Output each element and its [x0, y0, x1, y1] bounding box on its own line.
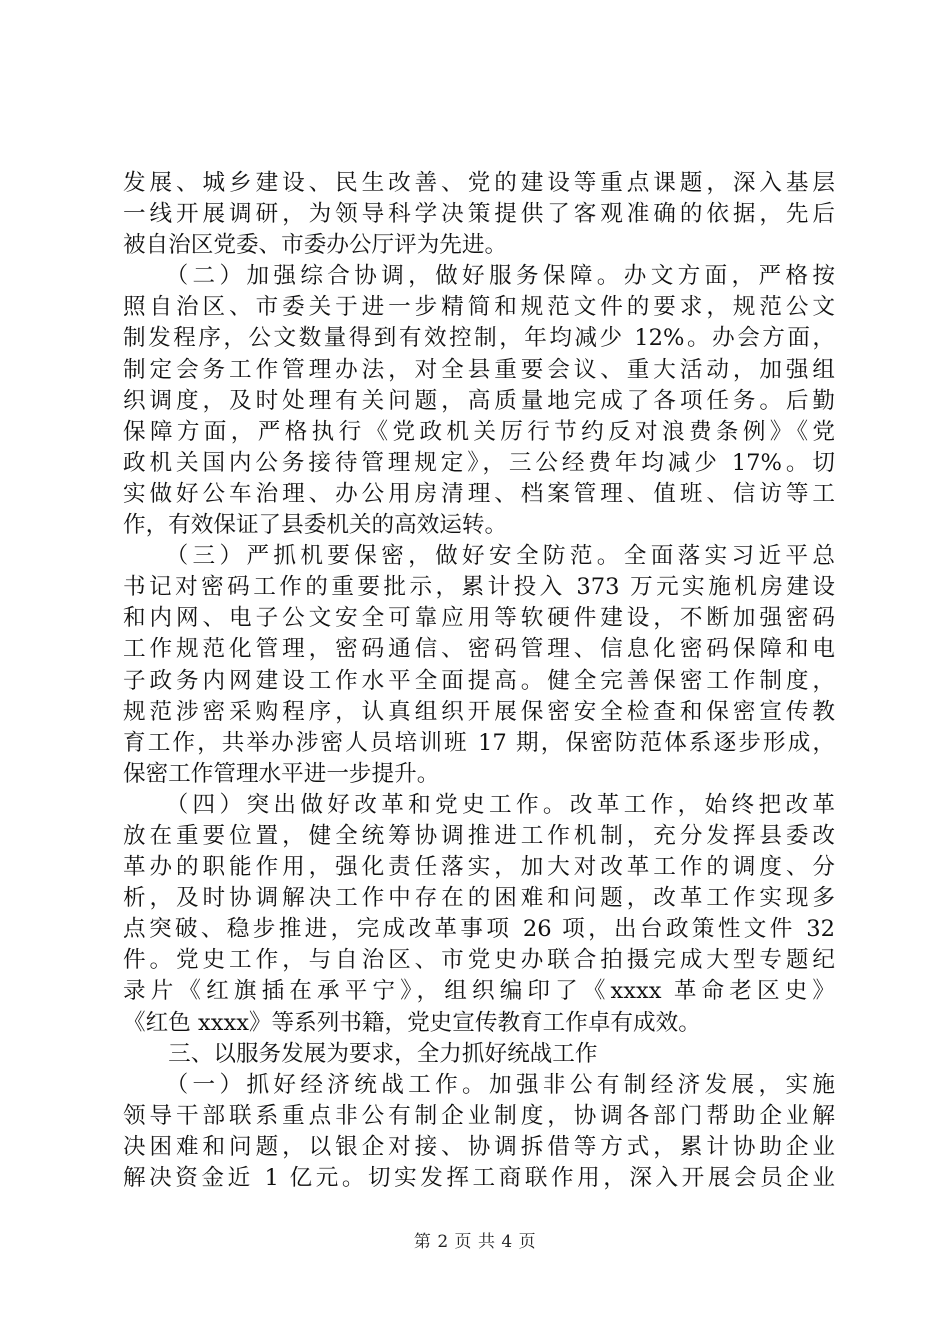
text-line: 《红色 xxxx》等系列书籍，党史宣传教育工作卓有成效。 — [123, 1009, 701, 1036]
text-line: 政机关国内公务接待管理规定》，三公经费年均减少 17%。切 — [123, 449, 835, 476]
text-line: 放在重要位置，健全统筹协调推进工作机制，充分发挥县委改 — [123, 822, 835, 849]
text-line: 和内网、电子公文安全可靠应用等软硬件建设，不断加强密码 — [123, 605, 835, 632]
page-footer: 第 2 页 共 4 页 — [413, 1232, 537, 1252]
text-line: 作，有效保证了县委机关的高效运转。 — [123, 512, 508, 539]
text-line: （二）加强综合协调，做好服务保障。办文方面，严格按 — [123, 263, 835, 290]
text-line: 工作规范化管理，密码通信、密码管理、信息化密码保障和电 — [123, 636, 835, 663]
text-line: 一线开展调研，为领导科学决策提供了客观准确的依据，先后 — [123, 201, 835, 228]
text-line: 制发程序，公文数量得到有效控制，年均减少 12%。办会方面， — [123, 325, 835, 352]
text-line: 制定会务工作管理办法，对全县重要会议、重大活动，加强组 — [123, 356, 835, 383]
text-line: （三）严抓机要保密，做好安全防范。全面落实习近平总 — [123, 543, 835, 570]
text-line: 子政务内网建设工作水平全面提高。健全完善保密工作制度， — [123, 667, 835, 694]
text-line: 发展、城乡建设、民生改善、党的建设等重点课题，深入基层 — [123, 170, 835, 196]
text-line: （一）抓好经济统战工作。加强非公有制经济发展，实施 — [123, 1071, 835, 1098]
text-line: 件。党史工作，与自治区、市党史办联合拍摄完成大型专题纪 — [123, 947, 835, 974]
text-line: 录片《红旗插在承平宁》，组织编印了《xxxx 革命老区史》 — [123, 978, 835, 1005]
text-line: 育工作，共举办涉密人员培训班 17 期，保密防范体系逐步形成， — [123, 729, 835, 756]
text-line: 书记对密码工作的重要批示，累计投入 373 万元实施机房建设 — [123, 574, 835, 601]
text-line: 规范涉密采购程序，认真组织开展保密安全检查和保密宣传教 — [123, 698, 835, 725]
text-line: 点突破、稳步推进，完成改革事项 26 项，出台政策性文件 32 — [123, 916, 835, 943]
text-line: 保障方面，严格执行《党政机关厉行节约反对浪费条例》《党 — [123, 418, 835, 445]
text-line: （四）突出做好改革和党史工作。改革工作，始终把改革 — [123, 791, 835, 818]
text-line: 实做好公车治理、办公用房清理、档案管理、值班、信访等工 — [123, 480, 835, 507]
text-line: 析，及时协调解决工作中存在的困难和问题，改革工作实现多 — [123, 885, 835, 912]
text-line: 保密工作管理水平进一步提升。 — [123, 760, 440, 787]
text-line: 解决资金近 1 亿元。切实发挥工商联作用，深入开展会员企业 — [123, 1165, 835, 1191]
text-line: 三、以服务发展为要求，全力抓好统战工作 — [123, 1040, 598, 1067]
text-line: 照自治区、市委关于进一步精简和规范文件的要求，规范公文 — [123, 294, 835, 321]
text-line: 织调度，及时处理有关问题，高质量地完成了各项任务。后勤 — [123, 387, 835, 414]
body-text — [123, 168, 835, 1194]
text-line: 被自治区党委、市委办公厅评为先进。 — [123, 232, 508, 259]
text-line: 领导干部联系重点非公有制企业制度，协调各部门帮助企业解 — [123, 1102, 835, 1129]
text-line: 革办的职能作用，强化责任落实，加大对改革工作的调度、分 — [123, 854, 835, 881]
text-line: 决困难和问题，以银企对接、协调拆借等方式，累计协助企业 — [123, 1133, 835, 1160]
